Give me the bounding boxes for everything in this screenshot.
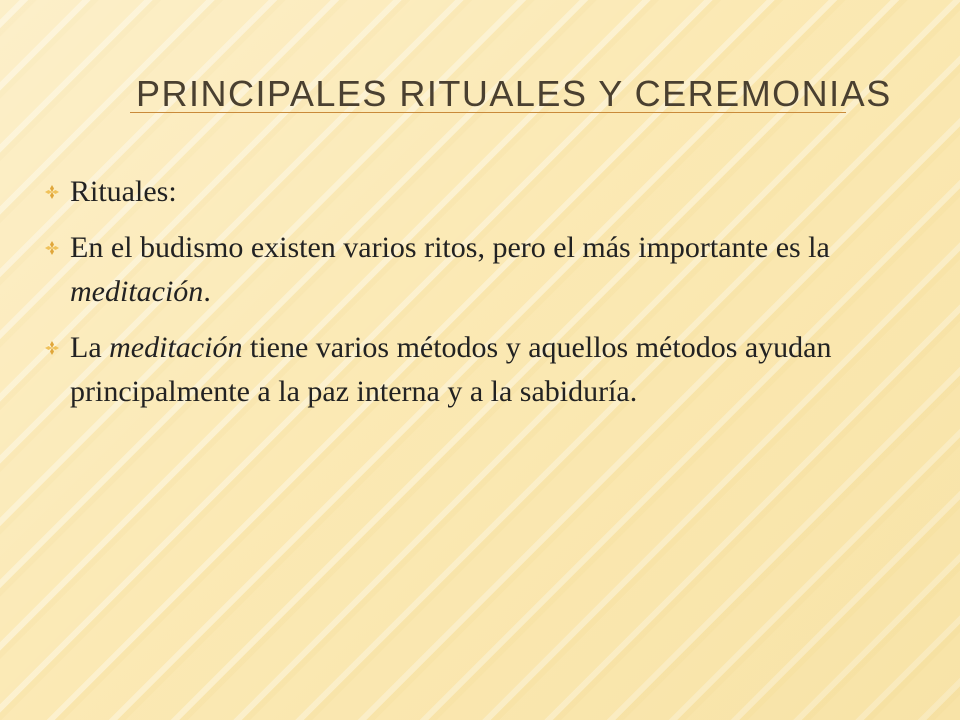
bullet-text: . [203, 275, 211, 308]
diamond-dots-icon [44, 184, 60, 200]
bullet-item-meditacion [44, 326, 924, 414]
bullet-item-ritos [44, 226, 924, 314]
title-underline [130, 112, 846, 113]
bullet-item-rituales [44, 170, 924, 214]
bullet-text: La [70, 331, 110, 364]
bullet-emphasis: meditación [70, 275, 204, 308]
bullet-emphasis: meditación [109, 331, 243, 364]
slide-title: PRINCIPALES RITUALES Y CEREMONIAS [136, 73, 892, 114]
bullet-text: tiene varios métodos y aquellos métodos ayudan principalmente a la paz interna y a la sabiduría. [70, 331, 832, 408]
title-area [130, 70, 892, 120]
bullet-text: Rituales: [70, 175, 177, 208]
diamond-dots-icon [44, 340, 60, 356]
diamond-dots-icon [44, 240, 60, 256]
bullet-list [44, 170, 924, 426]
bullet-text: En el budismo existen varios ritos, pero el más importante es la [70, 231, 830, 264]
